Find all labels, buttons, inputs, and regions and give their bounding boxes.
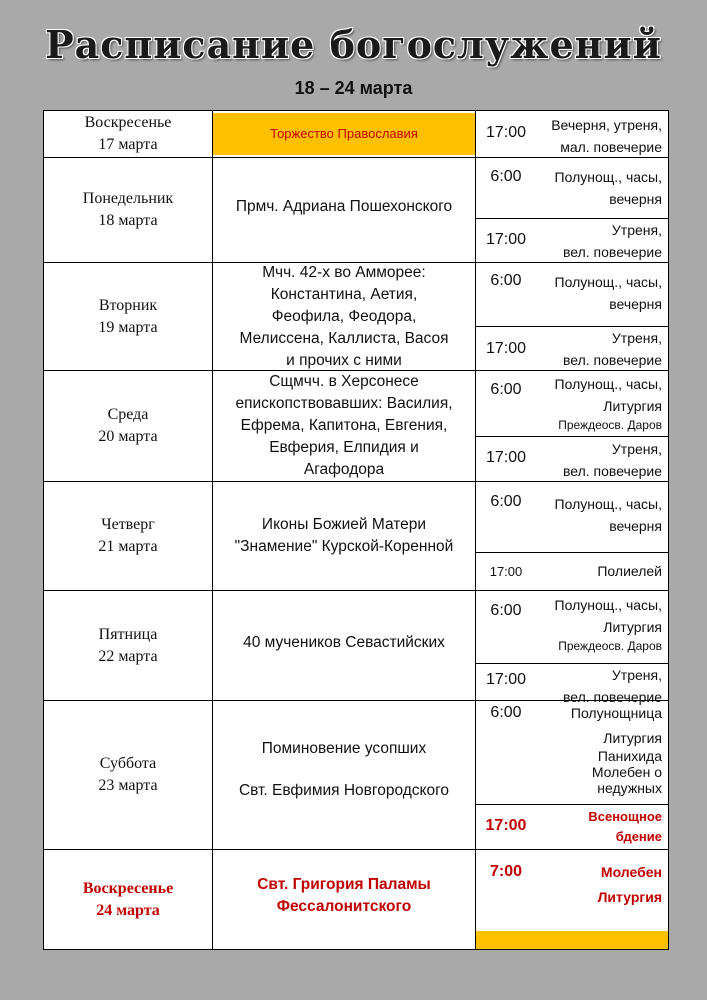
service-list bbox=[537, 704, 662, 796]
feast-cell bbox=[213, 482, 475, 590]
day-name: Четверг bbox=[101, 516, 155, 533]
feast-line: Ефрема, Капитона, Евгения, bbox=[240, 417, 448, 434]
day-date: 23 марта bbox=[98, 777, 158, 794]
day-name: Среда bbox=[107, 406, 149, 423]
service-time: 17:00 bbox=[485, 124, 527, 141]
service-line: Утреня, bbox=[611, 667, 662, 683]
feast-line: Торжество Православия bbox=[270, 126, 418, 141]
service-line: Литургия bbox=[603, 730, 662, 746]
service-time: 6:00 bbox=[490, 704, 522, 721]
day-cell bbox=[44, 158, 212, 262]
day-cell bbox=[44, 850, 212, 950]
feast-cell bbox=[213, 591, 475, 695]
service-list bbox=[537, 438, 662, 482]
feast-line: Свт. Григория Паламы bbox=[257, 876, 431, 893]
service-list bbox=[537, 560, 662, 582]
feast-cell bbox=[213, 738, 475, 802]
service-line: вечерня bbox=[609, 191, 662, 207]
service-list bbox=[537, 219, 662, 263]
service-time: 17:00 bbox=[485, 449, 527, 466]
service-list bbox=[537, 493, 662, 537]
service-list bbox=[537, 166, 662, 210]
service-list bbox=[537, 271, 662, 315]
service-time: 7:00 bbox=[489, 863, 523, 880]
service-time: 6:00 bbox=[490, 493, 522, 510]
highlight-bar bbox=[476, 931, 668, 949]
service-list bbox=[537, 373, 662, 433]
service-line: Полунощ., часы, bbox=[554, 496, 662, 512]
service-time: 17:00 bbox=[489, 564, 523, 579]
feast-line: Мчч. 42-х во Амморее: bbox=[262, 263, 426, 281]
service-time: 6:00 bbox=[490, 602, 522, 619]
service-line: Полунощ., часы, bbox=[554, 169, 662, 185]
date-range: 18 – 24 марта bbox=[294, 78, 413, 98]
feast-line: Мелиссена, Каллиста, Васоя bbox=[239, 329, 449, 347]
day-cell bbox=[44, 591, 212, 700]
day-cell bbox=[44, 263, 212, 370]
feast-line: 40 мучеников Севастийских bbox=[243, 634, 445, 651]
service-line: вел. повечерие bbox=[563, 463, 662, 479]
day-cell bbox=[44, 701, 212, 849]
service-line: Утреня, bbox=[611, 222, 662, 238]
day-name: Воскресенье bbox=[84, 114, 172, 131]
service-line: Полунощ., часы, bbox=[554, 274, 662, 290]
service-time: 6:00 bbox=[490, 272, 522, 289]
service-time: 17:00 bbox=[485, 671, 527, 688]
service-list bbox=[537, 807, 662, 847]
service-line: Полиелей bbox=[597, 563, 662, 579]
feast-line: и прочих с ними bbox=[286, 351, 402, 369]
day-cell bbox=[44, 482, 212, 590]
service-list bbox=[537, 664, 662, 708]
day-name: Пятница bbox=[98, 625, 158, 643]
feast-line: Иконы Божией Матери bbox=[261, 516, 427, 533]
feast-line: Поминовение усопших bbox=[261, 740, 427, 757]
service-line: Полунощница bbox=[570, 705, 662, 721]
service-line: вечерня bbox=[609, 518, 662, 534]
service-note: Преждеосв. Даров bbox=[558, 639, 662, 653]
service-list bbox=[537, 860, 662, 910]
service-line: Полунощ., часы, bbox=[554, 597, 662, 613]
service-line: недужных bbox=[597, 780, 662, 796]
day-date: 20 марта bbox=[98, 428, 158, 445]
feast-line: Сщмчч. в Херсонесе bbox=[269, 373, 419, 390]
subrow-divider bbox=[475, 436, 669, 437]
service-line: вечерня bbox=[609, 296, 662, 312]
service-line: вел. повечерие bbox=[563, 689, 662, 705]
service-time: 17:00 bbox=[485, 340, 527, 357]
feast-line: Агафодора bbox=[303, 461, 385, 478]
service-list bbox=[537, 114, 662, 158]
service-time: 6:00 bbox=[490, 168, 522, 185]
service-line: вел. повечерие bbox=[563, 244, 662, 260]
feast-cell bbox=[213, 263, 475, 370]
service-line: вел. повечерие bbox=[563, 352, 662, 368]
service-line: Литургия bbox=[597, 889, 662, 905]
day-date: 18 марта bbox=[98, 212, 158, 229]
feast-line: Фессалонитского bbox=[276, 898, 412, 915]
service-line: Вечерня, утреня, bbox=[551, 117, 662, 133]
service-time: 6:00 bbox=[490, 381, 522, 398]
service-list bbox=[537, 327, 662, 371]
service-line: мал. повечерие bbox=[560, 139, 662, 155]
page-title: Расписание богослужений bbox=[45, 22, 662, 67]
service-line: Всенощное bbox=[588, 809, 662, 824]
day-date: 24 марта bbox=[96, 902, 160, 919]
service-line: Молебен о bbox=[591, 764, 662, 780]
feast-line: "Знамение" Курской-Коренной bbox=[234, 538, 454, 555]
service-time: 17:00 bbox=[485, 817, 527, 834]
service-line: Молебен bbox=[600, 864, 662, 880]
service-line: Утреня, bbox=[611, 330, 662, 346]
day-name: Вторник bbox=[98, 296, 158, 314]
service-time: 17:00 bbox=[485, 231, 527, 248]
feast-line: Свт. Евфимия Новгородского bbox=[238, 782, 450, 799]
day-date: 19 марта bbox=[98, 318, 158, 336]
service-line: Панихида bbox=[597, 748, 662, 764]
feast-line: Прмч. Адриана Пошехонского bbox=[235, 198, 453, 215]
subrow-divider bbox=[475, 804, 669, 805]
day-name: Суббота bbox=[99, 755, 157, 772]
service-line: Литургия bbox=[603, 398, 662, 414]
day-date: 21 марта bbox=[98, 538, 158, 555]
day-date: 17 марта bbox=[98, 136, 158, 153]
feast-cell bbox=[213, 113, 475, 155]
service-line: Полунощ., часы, bbox=[554, 376, 662, 392]
feast-line: епископствовавших: Василия, bbox=[235, 395, 453, 412]
service-line: бдение bbox=[615, 829, 662, 844]
day-name: Воскресенье bbox=[82, 880, 174, 897]
feast-cell bbox=[213, 158, 475, 256]
day-cell bbox=[44, 111, 212, 157]
feast-cell bbox=[213, 850, 475, 942]
day-cell bbox=[44, 371, 212, 481]
service-list bbox=[537, 594, 662, 654]
subrow-divider bbox=[475, 552, 669, 553]
feast-line: Евферия, Елпидия и bbox=[269, 439, 419, 456]
service-line: Утреня, bbox=[611, 441, 662, 457]
day-name: Понедельник bbox=[82, 190, 174, 207]
feast-cell bbox=[213, 371, 475, 481]
feast-line: Константина, Аетия, bbox=[270, 285, 418, 303]
service-note: Преждеосв. Даров bbox=[558, 418, 662, 432]
day-date: 22 марта bbox=[98, 647, 158, 665]
service-line: Литургия bbox=[603, 619, 662, 635]
feast-line: Феофила, Феодора, bbox=[271, 307, 417, 325]
